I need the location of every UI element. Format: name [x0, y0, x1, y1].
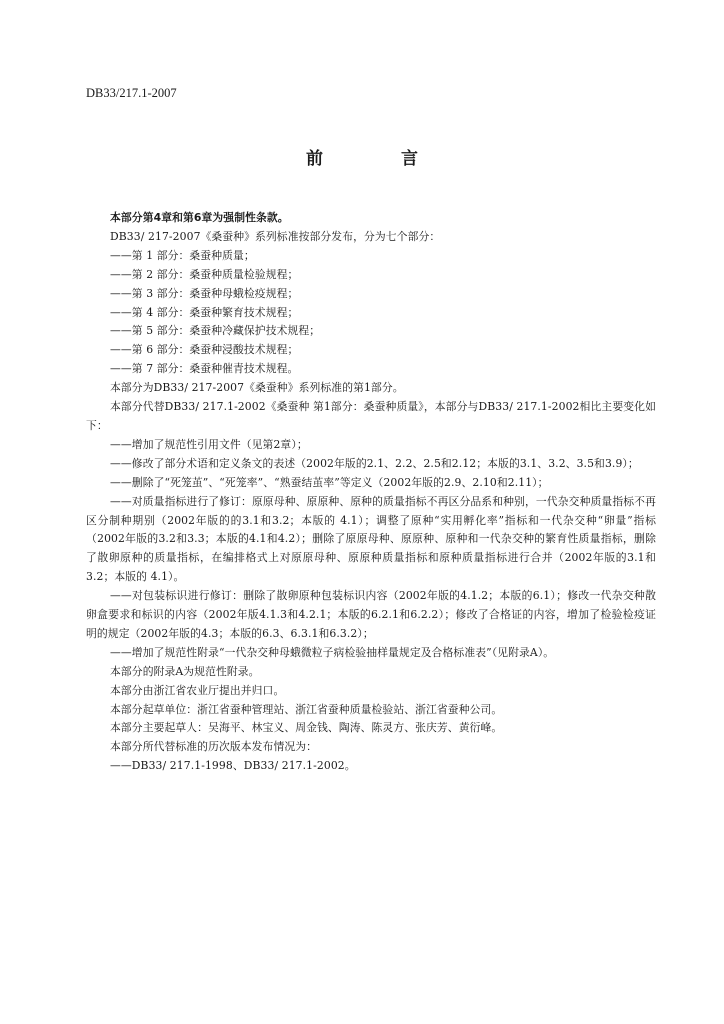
mandatory-clause-note: 本部分第4章和第6章为强制性条款。 [110, 211, 289, 224]
document-body [86, 209, 656, 776]
list-item: ——第 7 部分：桑蚕种催青技术规程。 [110, 362, 299, 376]
appendix-note: 本部分的附录A为规范性附录。 [110, 664, 260, 678]
change-item: ——增加了规范性附录“一代杂交种母蛾微粒子病检验抽样量规定及合格标准表”（见附录A）。 [110, 645, 555, 659]
history-versions: ——DB33/ 217.1-1998、DB33/ 217.1-2002。 [110, 759, 356, 773]
list-item: ——第 4 部分：桑蚕种繁育技术规程； [110, 305, 299, 319]
page-title: 前 言 [306, 149, 454, 169]
drafters: 本部分主要起草人：吴海平、林宝义、周金钱、陶涛、陈灵方、张庆芳、黄衍峰。 [110, 721, 503, 735]
proposer-note: 本部分由浙江省农业厅提出并归口。 [110, 683, 285, 697]
series-intro: DB33/ 217-2007《桑蚕种》系列标准按部分发布，分为七个部分： [110, 229, 441, 243]
history-intro: 本部分所代替标准的历次版本发布情况为： [110, 740, 318, 754]
change-item: ——对包装标识进行修订：删除了散卵原种包装标识内容（2002年版的4.1.2；本版的6.1）；修改一代杂交种散卵盒要求和标识的内容（2002年版4.1.3和4.2.1；本版的6.2.1和6.2.2）；修改了合格证的内容，增加了检验检疫证明的规定（2002年版的4.3；本版的6.3、6.3.1和6.3.2）； [86, 589, 656, 640]
list-item: ——第 3 部分：桑蚕种母蛾检疫规程； [110, 286, 299, 300]
replacement-statement: 本部分代替DB33/ 217.1-2002《桑蚕种 第1部分：桑蚕种质量》，本部分与DB33/ 217.1-2002相比主要变化如下： [86, 400, 656, 432]
drafting-units: 本部分起草单位：浙江省蚕种管理站、浙江省蚕种质量检验站、浙江省蚕种公司。 [110, 702, 503, 716]
change-item: ——增加了规范性引用文件（见第2章）； [110, 437, 308, 451]
list-item: ——第 6 部分：桑蚕种浸酸技术规程； [110, 343, 299, 357]
change-item: ——删除了“死笼茧”、“死笼率”、“熟蚕结茧率”等定义（2002年版的2.9、2.10和2.11）； [110, 475, 549, 489]
document-code-header: DB33/217.1-2007 [86, 86, 177, 100]
change-item: ——对质量指标进行了修订：原原母种、原原种、原种的质量指标不再区分品系和种别，一代杂交种质量指标不再区分制种期别（2002年版的的3.1和3.2；本版的 4.1）；调整了原种“实用孵化率”指标和一代杂交种“卵量”指标（2002年版的3.2和3.3；本版的4.1和4.2）；删除了原原母种、原原种、原种和一代杂交种的繁育性质量指标，删除了散卵原种的质量指标，在编排格式上对原原母种、原原种质量指标和原种质量指标进行合并（2002年版的3.1和3.2；本版的 4.1）。 [86, 494, 656, 584]
list-item: ——第 2 部分：桑蚕种质量检验规程； [110, 267, 299, 281]
list-item: ——第 5 部分：桑蚕种冷藏保护技术规程； [110, 324, 321, 338]
list-item: ——第 1 部分：桑蚕种质量； [110, 248, 255, 262]
change-item: ——修改了部分术语和定义条文的表述（2002年版的2.1、2.2、2.5和2.12；本版的3.1、3.2、3.5和3.9）； [110, 456, 639, 470]
part-statement: 本部分为DB33/ 217-2007《桑蚕种》系列标准的第1部分。 [110, 381, 404, 395]
